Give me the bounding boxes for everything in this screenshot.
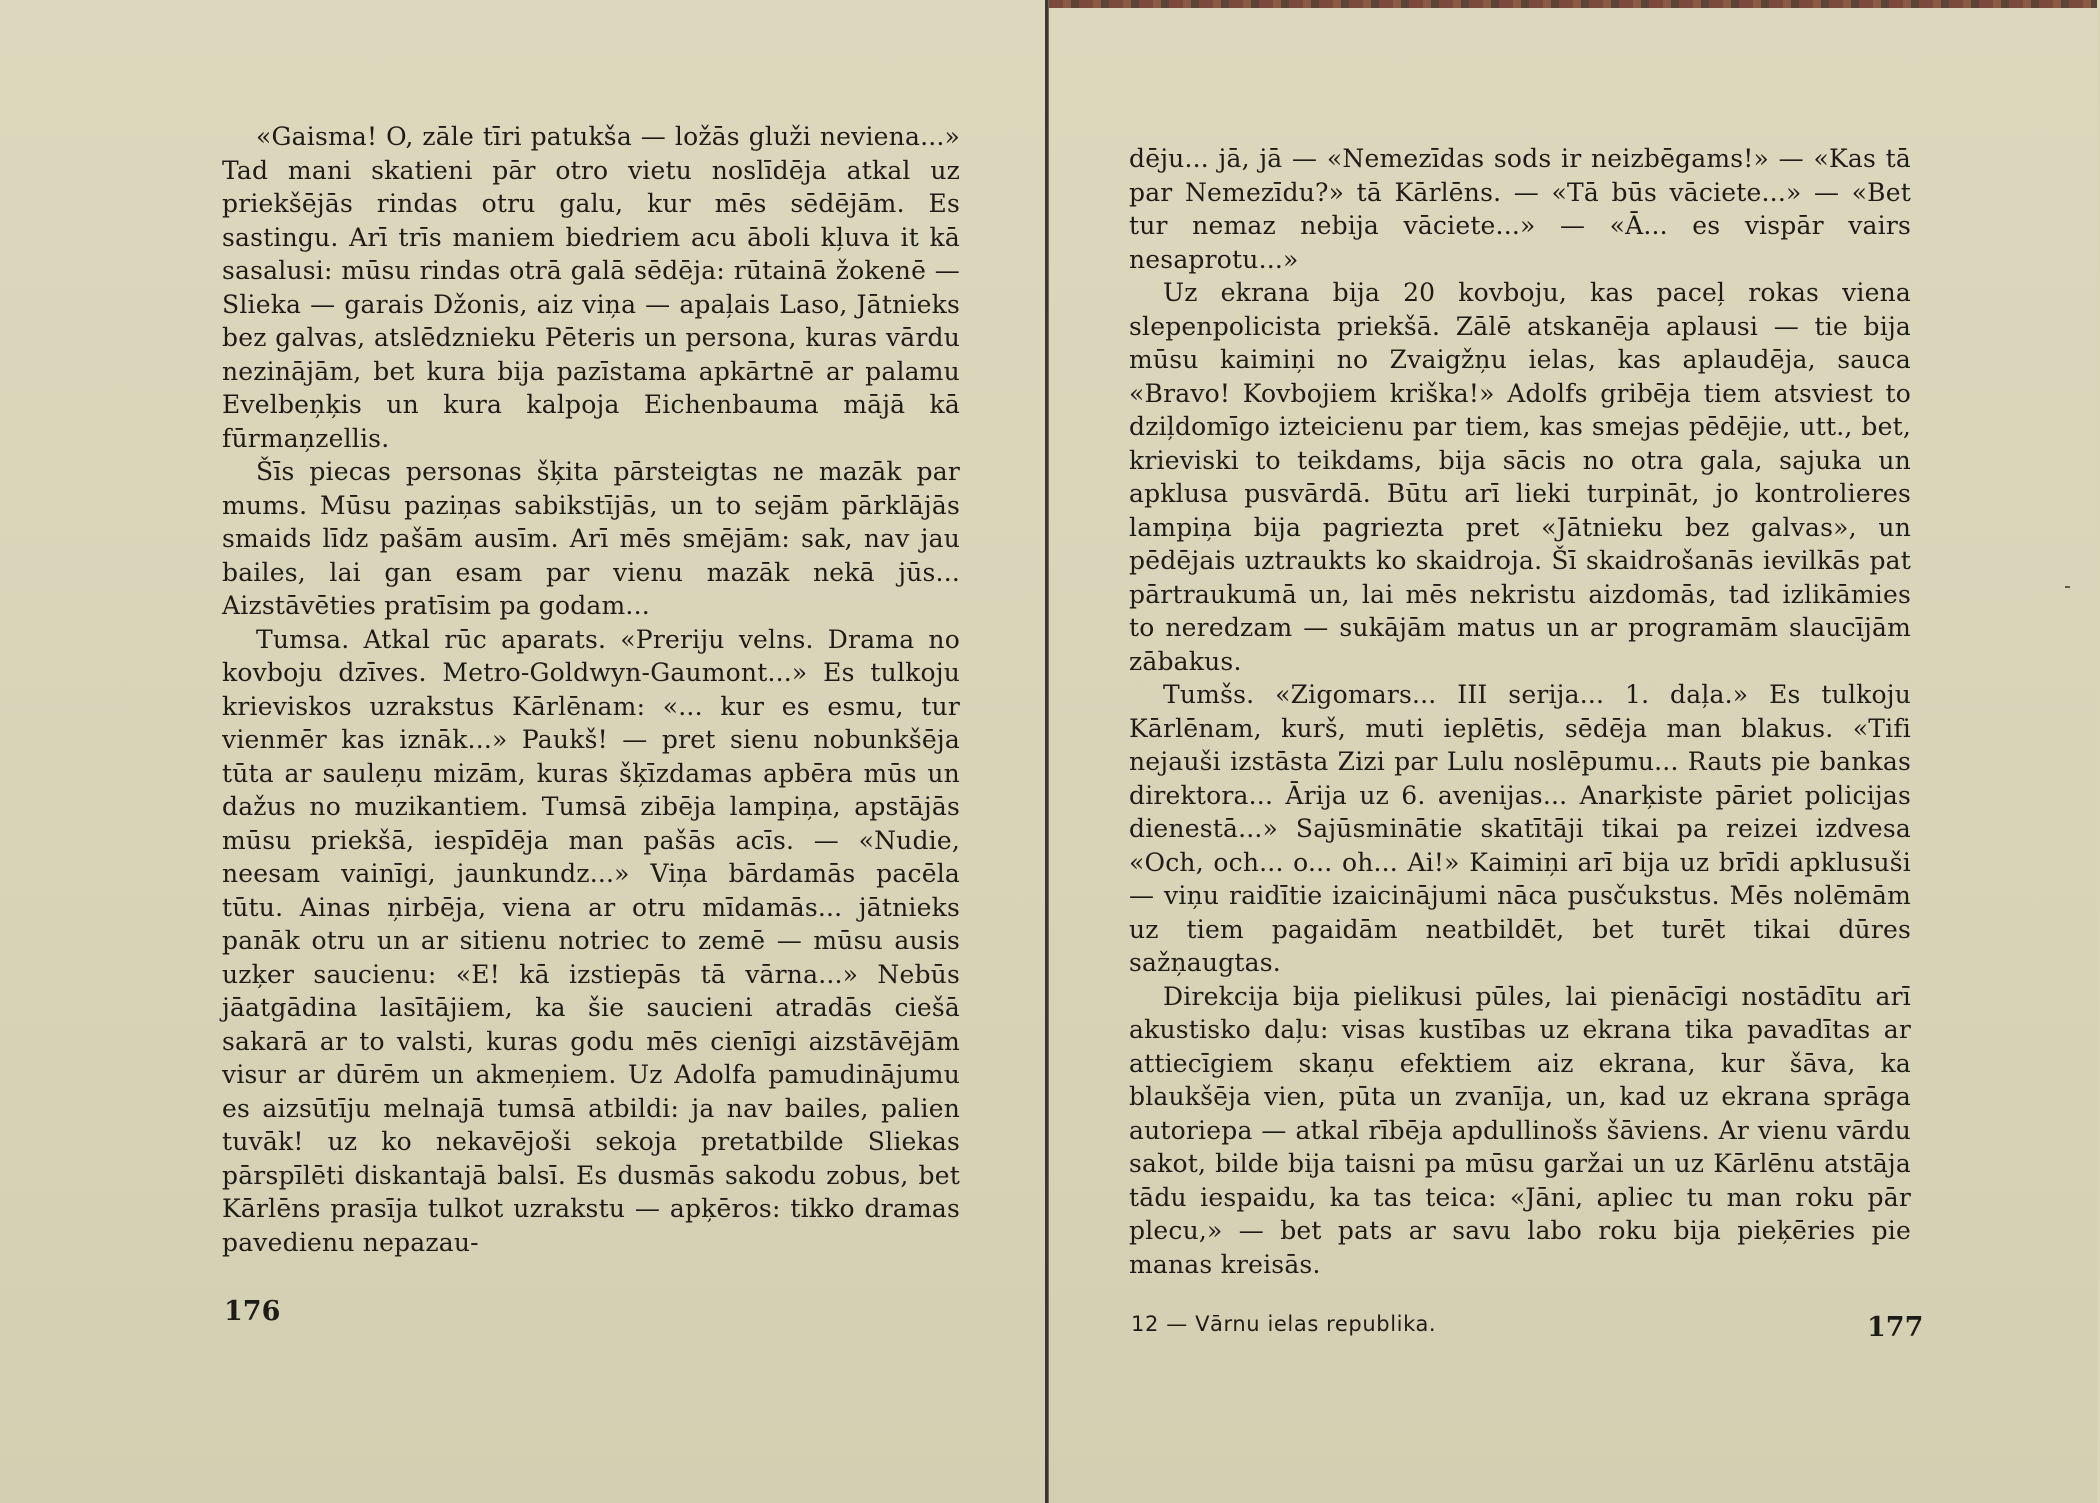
right-paragraph-3: Tumšs. «Zigomars... III serija... 1. daļa.» Es tulkoju Kārlēnam, kurš, muti ieplētis, sēdēja man blakus. «Tifi nejauši izstāsta Zizi par Lulu noslēpumu... Rauts pie bankas direktora... Ārija uz 6. avenijas... Anarķiste pāriet policijas dienestā...» Sajūsminātie skatītāji tikai pa reizei izdvesa «Och, och... o... oh... Ai!» Kaimiņi arī bija uz brīdi apklusuši — viņu raidītie izaicinājumi nāca pusčukstus. Mēs nolēmām uz tiem pagaidām neatbildēt, bet turēt tikai dūres sažņaugtas. xyxy=(1129,680,1911,977)
left-paragraph-3: Tumsa. Atkal rūc aparats. «Preriju velns. Drama no kovboju dzīves. Metro-Goldwyn-Gaumont...» Es tulkoju krieviskos uzrakstus Kārlēnam: «... kur es esmu, tur vienmēr kas iznāk...» Paukš! — pret sienu nobunkšēja tūta ar sauleņu mizām, kuras šķīzdamas apbēra mūs un dažus no muzikantiem. Tumsā zibēja lampiņa, apstājās mūsu priekšā, iespīdēja man pašās acīs. — «Nudie, neesam vainīgi, jaunkundz...» Viņa bārdamās pacēla tūtu. Ainas ņirbēja, viena ar otru mīdamās... jātnieks panāk otru un ar sitienu notriec to zemē — mūsu ausis uzķer saucienu: «E! kā izstiepās tā vārna...» Nebūs jāatgādina lasītājiem, ka šie saucieni atradās ciešā sakarā ar to valsti, kuras godu mēs cienīgi aizstāvējām visur ar dūrēm un akmeņiem. Uz Adolfa pamudinājumu es aizsūtīju melnajā tumsā atbildi: ja nav bailes, palien tuvāk! uz ko nekavējoši sekoja pretatbilde Sliekas pārspīlēti diskantajā balsī. Es dusmās sakodu zobus, bet Kārlēns prasīja tulkot uzrakstu — apķēros: tikko dramas pavedienu nepazau- xyxy=(222,624,960,1257)
paper-speck xyxy=(2065,586,2070,588)
left-page xyxy=(0,0,1048,1503)
right-paragraph-1: dēju... jā, jā — «Nemezīdas sods ir neizbēgams!» — «Kas tā par Nemezīdu?» tā Kārlēns. — «Tā būs vāciete...» — «Bet tur nemaz nebija vāciete...» — «Ā... es vispār vairs nesaprotu...» xyxy=(1129,144,1911,274)
right-page-number: 177 xyxy=(1867,1312,1924,1343)
left-paragraph-1: «Gaisma! O, zāle tīri patukša — ložās gluži neviena...» Tad mani skatieni pār otro vietu noslīdēja atkal uz priekšējās rindas otru galu, kur mēs sēdējām. Es sastingu. Arī trīs maniem biedriem acu āboli kļuva it kā sasalusi: mūsu rindas otrā galā sēdēja: rūtainā žokenē — Slieka — garais Džonis, aiz viņa — apaļais Laso, Jātnieks bez galvas, atslēdznieku Pēteris un persona, kuras vārdu nezinājām, bet kura bija pazīstama apkārtnē ar palamu Evelbeņķis un kura kalpoja Eichenbauma mājā kā fūrmaņzellis. xyxy=(222,122,960,453)
right-page-text xyxy=(1129,142,1911,1281)
left-paragraph-2: Šīs piecas personas šķita pārsteigtas ne mazāk par mums. Mūsu paziņas sabikstījās, un to sejām pārklājās smaids līdz pašām ausīm. Arī mēs smējām: sak, nav jau bailes, lai gan esam par vienu mazāk nekā jūs... Aizstāvēties pratīsim pa godam... xyxy=(222,457,960,620)
printer-signature: 12 — Vārnu ielas republika. xyxy=(1131,1312,1437,1336)
right-paragraph-2: Uz ekrana bija 20 kovboju, kas paceļ rokas viena slepenpolicista priekšā. Zālē atskanēja aplausi — tie bija mūsu kaimiņi no Zvaigžņu ielas, kas aplaudēja, sauca «Bravo! Kovbojiem kriška!» Adolfs gribēja tiem atsviest to dziļdomīgo izteicienu par tiem, kas smejas pēdējie, utt., bet, krieviski to teikdams, bija sācis no otra gala, sajuka un apklusa pusvārdā. Būtu arī lieki turpināt, jo kontrolieres lampiņa bija pagriezta pret «Jātnieku bez galvas», un pēdējais uztraukts ko skaidroja. Šī skaidrošanās ievilkās pat pārtraukumā un, lai mēs nekristu aizdomās, tad izlikāmies to neredzam — sukājām matus un ar programām slaucījām zābakus. xyxy=(1129,278,1911,676)
left-page-text xyxy=(222,120,960,1259)
page-top-edge xyxy=(1049,0,2097,8)
right-page xyxy=(1048,0,2097,1503)
left-page-number: 176 xyxy=(224,1296,281,1327)
right-paragraph-4: Direkcija bija pielikusi pūles, lai pienācīgi nostādītu arī akustisko daļu: visas kustības uz ekrana tika pavadītas ar attiecīgiem skaņu efektiem aiz ekrana, kur šāva, ka blaukšēja vien, pūta un zvanīja, un, kad uz ekrana sprāga autoriepa — atkal rībēja apdullinošs šāviens. Ar vienu vārdu sakot, bilde bija taisni pa mūsu garžai un uz Kārlēnu atstāja tādu iespaidu, ka tas teica: «Jāni, apliec tu man roku pār plecu,» — bet pats ar savu labo roku bija pieķēries pie manas kreisās. xyxy=(1129,981,1911,1279)
